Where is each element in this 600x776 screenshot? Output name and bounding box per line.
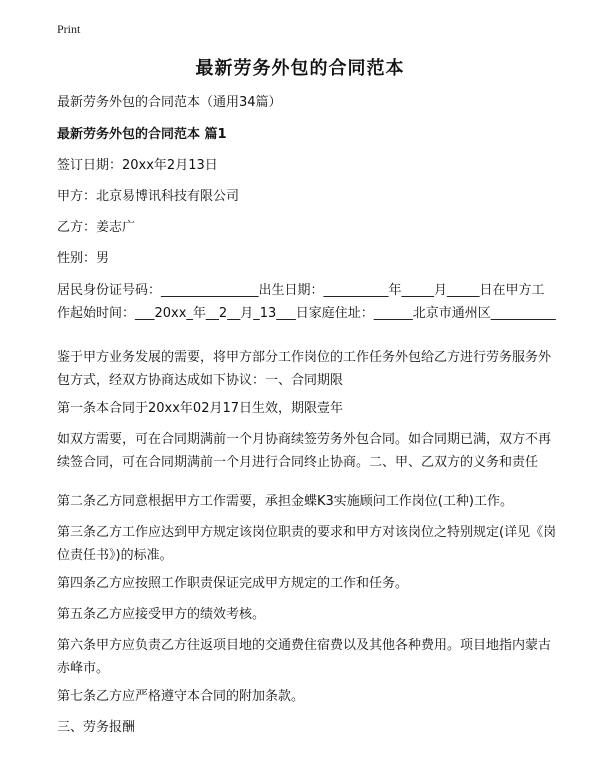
article-7: 第七条乙方应严格遵守本合同的附加条款。 <box>57 689 305 704</box>
sign-date: 签订日期：20xx年2月13日 <box>57 158 218 173</box>
article-2: 第二条乙方同意根据甲方工作需要，承担金蝶K3实施顾问工作岗位(工种)工作。 <box>57 494 513 509</box>
article-1: 第一条本合同于20xx年02月17日生效，期限壹年 <box>57 401 344 416</box>
party-a: 甲方：北京易博讯科技有限公司 <box>57 189 240 204</box>
page-title: 最新劳务外包的合同范本 <box>195 58 405 79</box>
article-3: 第三条乙方工作应达到甲方规定该岗位职责的要求和甲方对该岗位之特别规定(详见《岗位责任书》)的标准。 <box>57 525 557 563</box>
article-4: 第四条乙方应按照工作职责保证完成甲方规定的工作和任务。 <box>57 576 409 591</box>
renewal-paragraph: 如双方需要，可在合同期满前一个月协商续签劳务外包合同。如合同期已满，双方不再续签合同，可在合同期满前一个月进行合同终止协商。二、甲、乙双方的义务和责任 <box>57 432 552 470</box>
section-3-heading: 三、劳务报酬 <box>57 720 136 735</box>
section-heading: 最新劳务外包的合同范本 篇1 <box>57 127 227 142</box>
article-5: 第五条乙方应接受甲方的绩效考核。 <box>57 607 266 622</box>
preamble-paragraph: 鉴于甲方业务发展的需要，将甲方部分工作岗位的工作任务外包给乙方进行劳务服务外包方式，经双方协商达成如下协议：一、合同期限 <box>57 350 552 388</box>
article-6: 第六条甲方应负责乙方往返项目地的交通费住宿费以及其他各种费用。项目地指内蒙古赤峰市。 <box>57 638 552 676</box>
gender: 性别：男 <box>57 251 110 266</box>
party-b: 乙方：姜志广 <box>57 220 136 235</box>
id-birth-address-block: 居民身份证号码：_______________出生日期：__________年_____月_____日在甲方工作起始时间：___20xx_年__2__月_13___日家庭住址：______北京市通州区__________ <box>57 283 556 321</box>
print-label: Print <box>57 22 81 36</box>
doc-subtitle: 最新劳务外包的合同范本（通用34篇） <box>57 95 282 110</box>
